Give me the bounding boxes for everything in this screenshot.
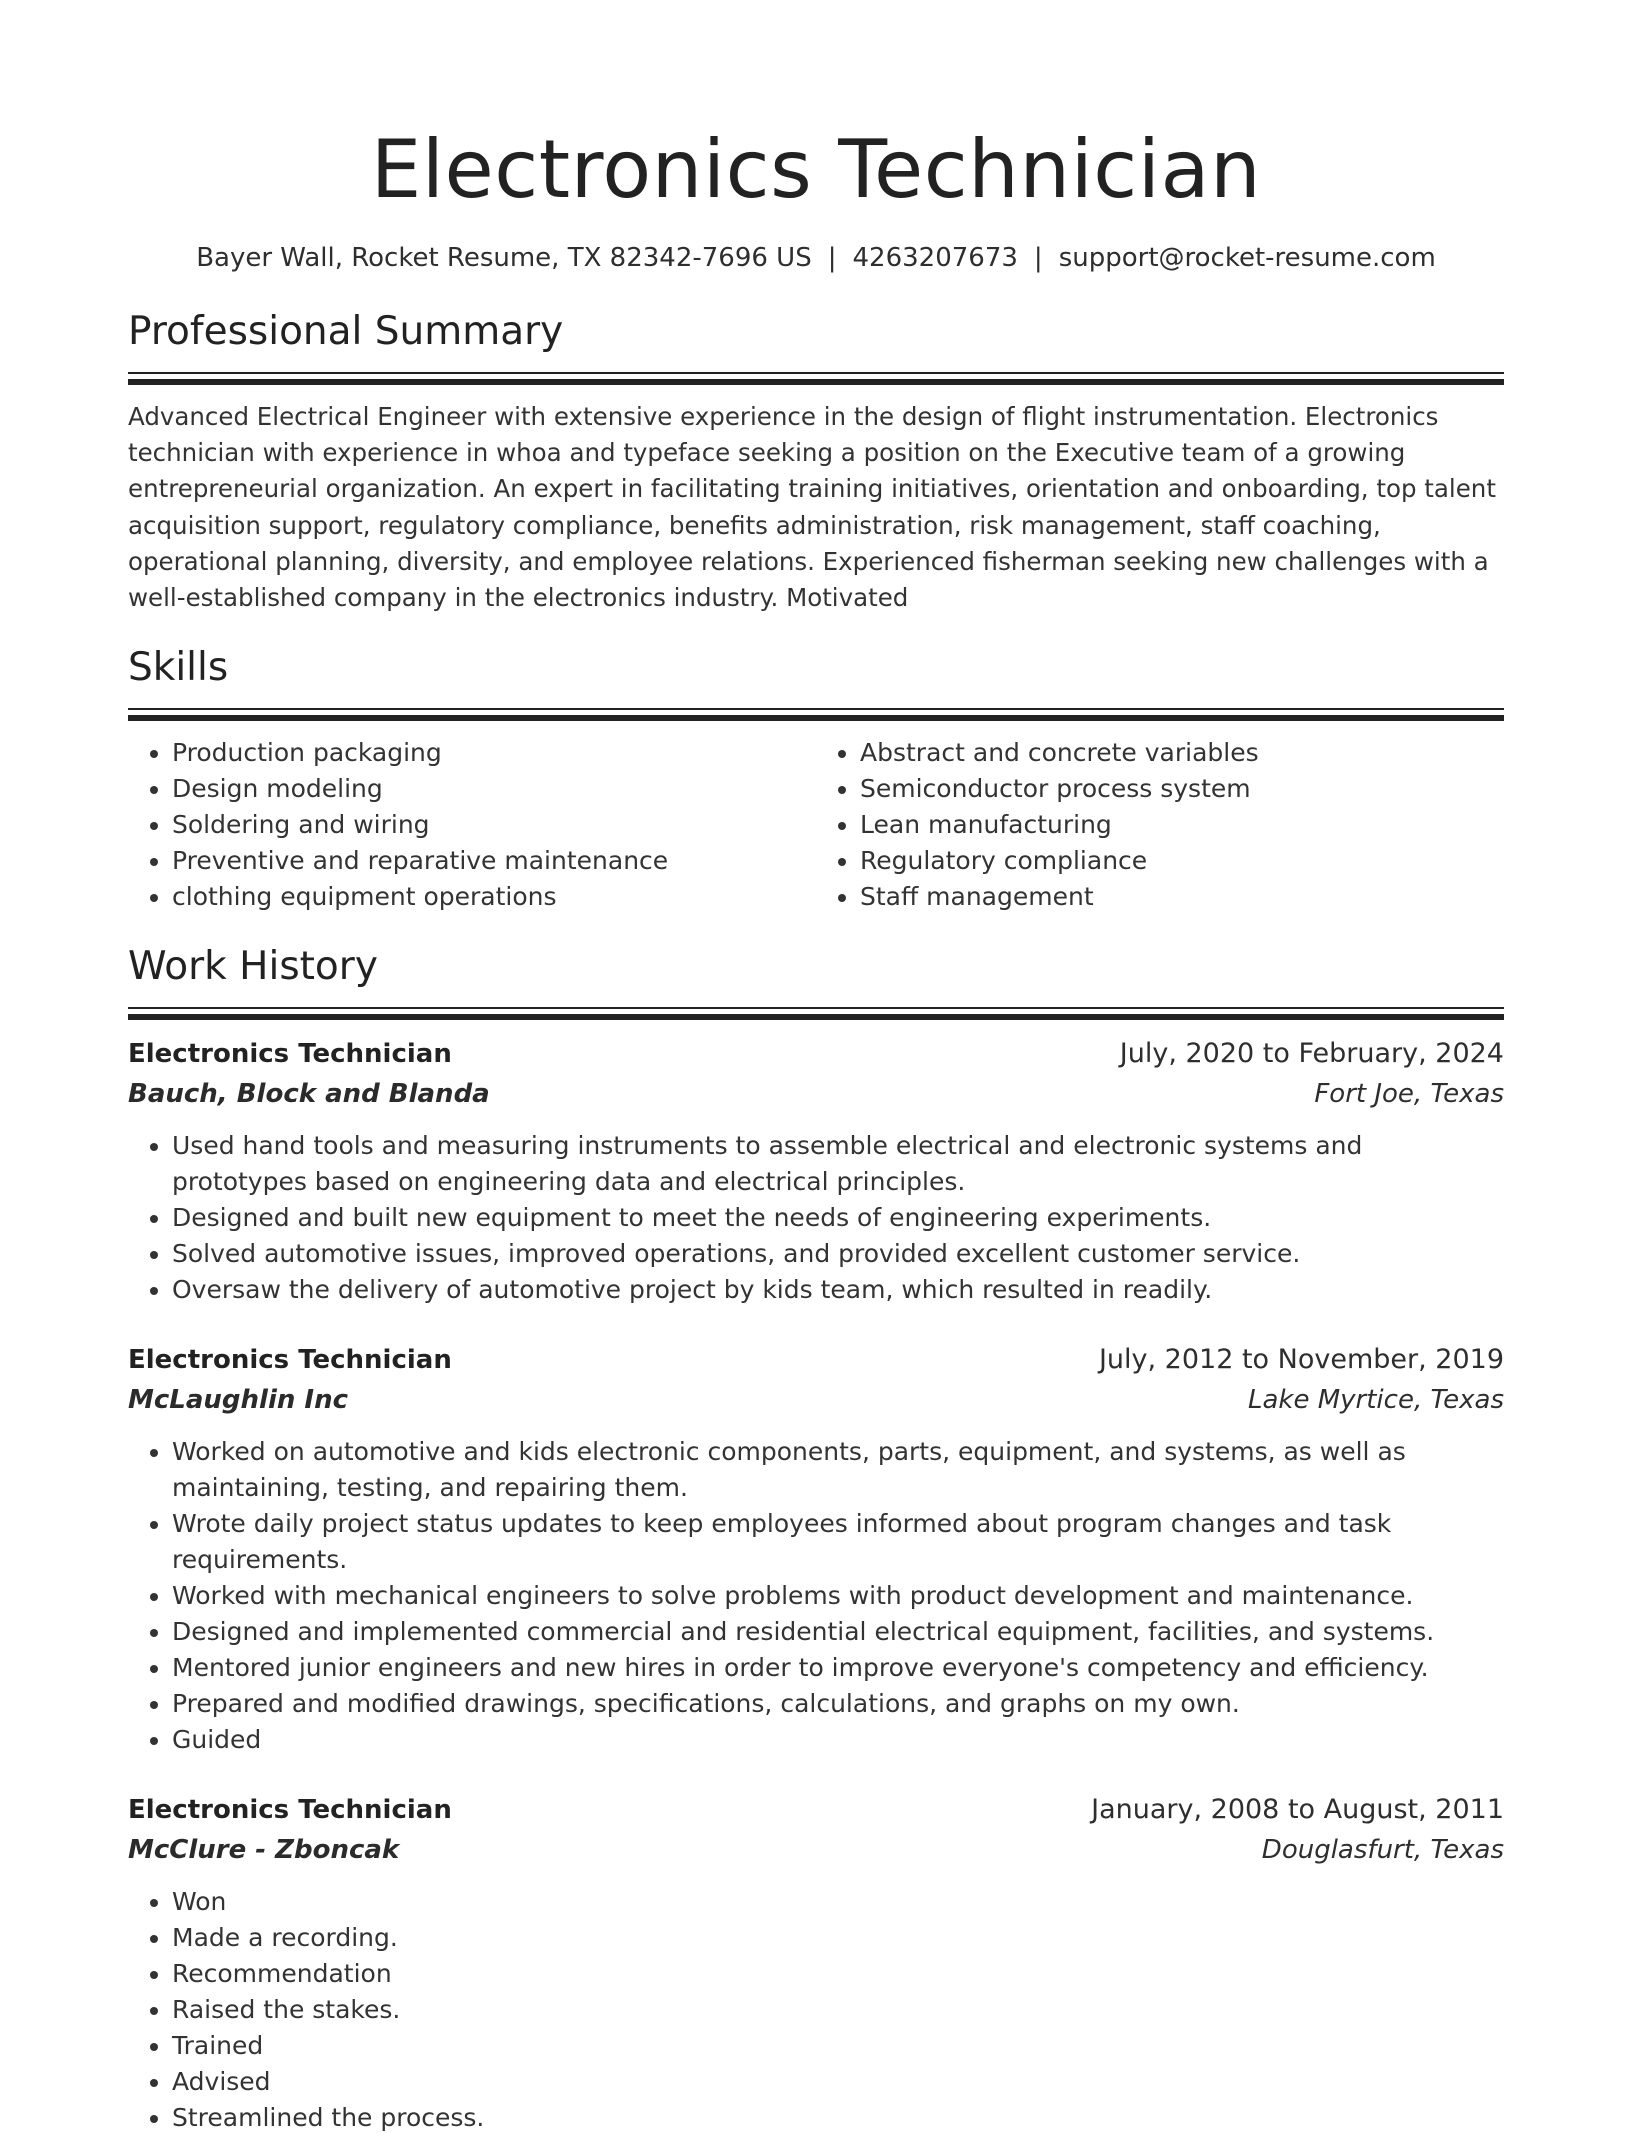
skill-item: • Staff management (860, 879, 1504, 915)
job-title: Electronics Technician (128, 1039, 452, 1070)
skill-item: • Abstract and concrete variables (860, 735, 1504, 771)
skills-list-right (816, 735, 1504, 915)
job-bullet: • Raised the stakes. (172, 1992, 1504, 2028)
job-header-row (128, 1790, 1504, 1830)
summary-section (128, 306, 1504, 616)
skills-list-left (128, 735, 816, 915)
section-divider (128, 1007, 1504, 1020)
contact-phone[interactable]: 4263207673 (852, 243, 1018, 273)
skills-heading: Skills (128, 645, 229, 691)
section-divider (128, 372, 1504, 385)
job-bullet: • Used hand tools and measuring instruments to assemble electrical and electronic systems and prototypes based on engineering data and electrical principles. (172, 1128, 1504, 1200)
work-history-section (128, 941, 1504, 2136)
job-bullet: • Won (172, 1884, 1504, 1920)
job-bullet: • Wrote daily project status updates to keep employees informed about program changes and task requirements. (172, 1506, 1504, 1578)
skill-item: • Preventive and reparative maintenance (172, 843, 816, 879)
job-bullet: • Designed and implemented commercial and residential electrical equipment, facilities, and systems. (172, 1614, 1504, 1650)
contact-separator: | (1033, 243, 1043, 273)
job-title: Electronics Technician (128, 1345, 452, 1376)
job-dates: July, 2020 to February, 2024 (1119, 1038, 1504, 1070)
skill-item: • clothing equipment operations (172, 879, 816, 915)
job-bullet: • Recommendation (172, 1956, 1504, 1992)
job-bullet: • Worked with mechanical engineers to solve problems with product development and maintenance. (172, 1578, 1504, 1614)
job-bullets (128, 1128, 1504, 1308)
job-bullet: • Solved automotive issues, improved operations, and provided excellent customer service. (172, 1236, 1504, 1272)
contact-address: Bayer Wall, Rocket Resume, TX 82342-7696 US (196, 243, 812, 273)
job-bullet: • Guided (172, 1722, 1504, 1758)
skills-columns (128, 735, 1504, 915)
skill-item: • Lean manufacturing (860, 807, 1504, 843)
job-company-row (128, 1074, 1504, 1114)
resume-content (128, 0, 1504, 2136)
job-bullet: • Advised (172, 2064, 1504, 2100)
skills-section (128, 642, 1504, 915)
job-company: McLaughlin Inc (128, 1385, 349, 1416)
job-location: Lake Myrtice, Texas (1247, 1385, 1504, 1416)
job-bullet: • Trained (172, 2028, 1504, 2064)
job-dates: January, 2008 to August, 2011 (1091, 1794, 1504, 1826)
job-entry (128, 1340, 1504, 1758)
skill-item: • Regulatory compliance (860, 843, 1504, 879)
job-company-row (128, 1380, 1504, 1420)
job-header-row (128, 1034, 1504, 1074)
job-bullets (128, 1434, 1504, 1758)
summary-heading: Professional Summary (128, 309, 564, 354)
job-entry (128, 1034, 1504, 1308)
job-entry (128, 1790, 1504, 2136)
summary-text: Advanced Electrical Engineer with extensive experience in the design of flight instrumentation. Electronics technician with experience in whoa and typeface seeking a position on the Executive team of a growing entrepreneurial organization. An expert in facilitating training initiatives, orientation and onboarding, top talent acquisition support, regulatory compliance, benefits administration, risk management, staff coaching, operational planning, diversity, and employee relations. Experienced fisherman seeking new challenges with a well-established company in the electronics industry. Motivated (128, 402, 1496, 613)
job-dates: July, 2012 to November, 2019 (1098, 1344, 1504, 1376)
skill-item: • Design modeling (172, 771, 816, 807)
work-history-heading: Work History (128, 944, 378, 990)
job-company: McClure - Zboncak (128, 1835, 400, 1866)
skill-item: • Soldering and wiring (172, 807, 816, 843)
job-bullet: • Streamlined the process. (172, 2100, 1504, 2136)
contact-email[interactable]: support@rocket-resume.com (1058, 243, 1436, 273)
job-location: Douglasfurt, Texas (1261, 1835, 1504, 1866)
job-company: Bauch, Block and Blanda (128, 1079, 490, 1110)
job-bullet: • Prepared and modified drawings, specifications, calculations, and graphs on my own. (172, 1686, 1504, 1722)
job-header-row (128, 1340, 1504, 1380)
job-bullet: • Worked on automotive and kids electronic components, parts, equipment, and systems, as well as maintaining, testing, and repairing them. (172, 1434, 1504, 1506)
job-bullet: • Made a recording. (172, 1920, 1504, 1956)
job-title: Electronics Technician (128, 1795, 452, 1826)
job-company-row (128, 1830, 1504, 1870)
job-bullet: • Mentored junior engineers and new hires in order to improve everyone's competency and efficiency. (172, 1650, 1504, 1686)
skill-item: • Semiconductor process system (860, 771, 1504, 807)
section-divider (128, 708, 1504, 721)
job-location: Fort Joe, Texas (1314, 1079, 1504, 1110)
resume-title: Electronics Technician (370, 123, 1262, 216)
job-bullet: • Oversaw the delivery of automotive project by kids team, which resulted in readily. (172, 1272, 1504, 1308)
job-bullets (128, 1884, 1504, 2136)
job-bullet: • Designed and built new equipment to meet the needs of engineering experiments. (172, 1200, 1504, 1236)
contact-separator: | (827, 243, 837, 273)
contact-line (128, 240, 1504, 276)
skill-item: • Production packaging (172, 735, 816, 771)
